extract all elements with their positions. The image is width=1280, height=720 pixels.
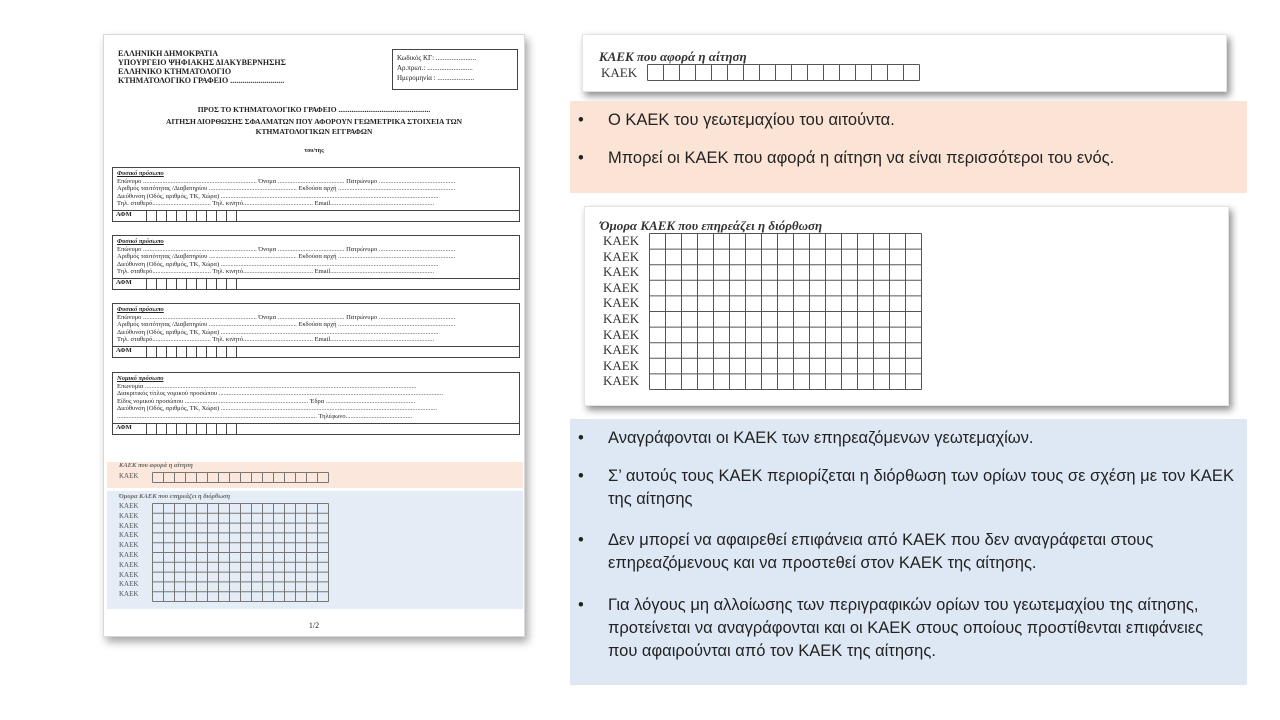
bullet-item: [570, 594, 1247, 663]
section-heading: Φυσικό πρόσωπο: [117, 238, 164, 245]
header-line: ΚΤΗΜΑΤΟΛΟΓΙΚΟ ΓΡΑΦΕΙΟ ...........................: [118, 76, 285, 85]
kaek-affected-grid[interactable]: [152, 503, 328, 603]
surname-field-line[interactable]: Επώνυμο ...................................................................... Όνομα ......................................... Πατρώνυμο ...............................................: [117, 177, 456, 185]
legal-person-box: [112, 372, 520, 435]
id-field-line[interactable]: Αριθμός ταυτότητας /Διαβατηρίου ...................................................... Εκδούσα αρχή ........................................................................: [117, 321, 456, 329]
natural-person-box-1: [112, 167, 520, 222]
form-subtitle: του/της: [304, 148, 324, 154]
kaek-row-label: ΚΑΕΚ: [603, 279, 640, 295]
phone-field-line[interactable]: Τηλ. σταθερό.................................... Τηλ. κινητό........................................... Email................................................................: [117, 336, 435, 344]
header-line: ΕΛΛΗΝΙΚΗ ΔΗΜΟΚΡΑΤΙΑ: [118, 49, 219, 58]
kaek-request-snippet: [582, 34, 1227, 92]
phone-field-line[interactable]: Τηλ. σταθερό.................................... Τηλ. κινητό........................................... Email................................................................: [117, 200, 435, 208]
kaek-affected-highlight: [107, 491, 523, 609]
kaek-row-label: ΚΑΕΚ: [119, 560, 139, 569]
address-field-line[interactable]: Διεύθυνση (Οδός, αριθμός, ΤΚ, Χώρα) ......................................................................................................................................: [117, 328, 439, 336]
bullet-item: [570, 529, 1247, 575]
kaek-row-label: ΚΑΕΚ: [119, 580, 139, 589]
section-heading: Νομικό πρόσωπο: [117, 375, 164, 382]
kaek-affected-title: Όμορα ΚΑΕΚ που επηρεάζει η διόρθωση: [119, 493, 231, 500]
bullet-item: [570, 109, 1247, 132]
code-line: Κωδικός ΚΓ: .......................: [397, 54, 477, 62]
address-field-line[interactable]: Διεύθυνση (Οδός, αριθμός, ΤΚ, Χώρα) ......................................................................................................................................: [117, 192, 439, 200]
application-form-page: [103, 34, 525, 637]
id-field-line[interactable]: Αριθμός ταυτότητας /Διαβατηρίου ...................................................... Εκδούσα αρχή ........................................................................: [117, 185, 456, 193]
bullet-icon: •: [578, 467, 584, 485]
bullet-text: Μπορεί οι ΚΑΕΚ που αφορά η αίτηση να είναι περισσότεροι του ενός.: [608, 149, 1115, 167]
afm-row[interactable]: [113, 210, 519, 221]
surname-field-line[interactable]: Επώνυμο ...................................................................... Όνομα ......................................... Πατρώνυμο ...............................................: [117, 313, 456, 321]
header-line: ΥΠΟΥΡΓΕΙΟ ΨΗΦΙΑΚΗΣ ΔΙΑΚΥΒΕΡΝΗΣΗΣ: [118, 58, 286, 67]
afm-row[interactable]: [113, 423, 519, 434]
kaek-row-label: ΚΑΕΚ: [603, 311, 640, 326]
section-heading: Φυσικό πρόσωπο: [117, 306, 164, 313]
kaek-row-label: ΚΑΕΚ: [119, 541, 139, 550]
form-title-line1: ΑΙΤΗΣΗ ΔΙΟΡΘΩΣΗΣ ΣΦΑΛΜΑΤΩΝ ΠΟΥ ΑΦΟΡΟΥΝ ΓΕΩΜΕΤΡΙΚΑ ΣΤΟΙΧΕΙΑ ΤΩΝ: [165, 117, 463, 126]
bullet-item: [570, 147, 1247, 170]
snippet-kaek-label: ΚΑΕΚ: [601, 65, 638, 80]
trade-name-field-line[interactable]: Διακριτικός τίτλος νομικού προσώπου ..........................................................................................................................................: [117, 390, 443, 398]
to-office-line: ΠΡΟΣ ΤΟ ΚΤΗΜΑΤΟΛΟΓΙΚΟ ΓΡΑΦΕΙΟ .................................................: [197, 105, 431, 114]
bullet-icon: •: [578, 149, 584, 167]
header-line: ΕΛΛΗΝΙΚΟ ΚΤΗΜΑΤΟΛΟΓΙΟ: [118, 67, 232, 76]
section-heading: Φυσικό πρόσωπο: [117, 170, 164, 177]
afm-label: ΑΦΜ: [113, 424, 147, 434]
snippet-title: Όμορα ΚΑΕΚ που επηρεάζει η διόρθωση: [600, 218, 823, 233]
afm-row[interactable]: [113, 346, 519, 357]
kaek-row-label: ΚΑΕΚ: [603, 342, 640, 358]
bullet-text: Σ’ αυτούς τους ΚΑΕΚ περιορίζεται η διόρθωση των ορίων τους σε σχέση με τον ΚΑΕΚ της αίτησης: [608, 467, 1234, 508]
form-title-line2: ΚΤΗΜΑΤΟΛΟΓΙΚΩΝ ΕΓΓΡΑΦΩΝ: [255, 127, 373, 136]
kaek-row-label: ΚΑΕΚ: [119, 521, 139, 530]
afm-label: ΑΦΜ: [113, 211, 147, 221]
kaek-affected-snippet: [584, 206, 1229, 406]
bullet-icon: •: [578, 111, 584, 129]
kaek-affected-snippet-grid[interactable]: [649, 233, 925, 390]
natural-person-box-2: [112, 235, 520, 290]
bullet-item: [570, 465, 1247, 511]
kaek-row-label: ΚΑΕΚ: [603, 248, 640, 264]
form-header: [118, 49, 286, 85]
kaek-row-label: ΚΑΕΚ: [119, 551, 139, 559]
kaek-row-label: ΚΑΕΚ: [603, 295, 640, 311]
kaek-request-title: ΚΑΕΚ που αφορά η αίτηση: [119, 462, 193, 469]
surname-field-line[interactable]: Επώνυμο ...................................................................... Όνομα ......................................... Πατρώνυμο ...............................................: [117, 245, 456, 253]
kaek-row-label: ΚΑΕΚ: [119, 590, 139, 599]
snippet-title: ΚΑΕΚ που αφορά η αίτηση: [599, 49, 747, 64]
bullet-text: Για λόγους μη αλλοίωσης των περιγραφικών ορίων του γεωτεμαχίου της αίτησης, προτείνεται να αναγράφονται και οι ΚΑΕΚ στους οποίους προστίθενται επιφάνειες που αφαιρούνται από τον ΚΑΕΚ της αίτησης.: [608, 596, 1204, 660]
kaek-row-label: ΚΑΕΚ: [603, 357, 640, 373]
bullet-text: Ο ΚΑΕΚ του γεωτεμαχίου του αιτούντα.: [608, 111, 895, 129]
kaek-request-explanation-panel: [570, 101, 1247, 193]
afm-label: ΑΦΜ: [113, 347, 147, 357]
company-name-field-line[interactable]: Επωνυμία .......................................................................................................................................................................: [117, 382, 417, 390]
kaek-row-label: ΚΑΕΚ: [119, 502, 139, 510]
phone-field-line[interactable]: Τηλ. σταθερό.................................... Τηλ. κινητό........................................... Email................................................................: [117, 268, 435, 276]
kaek-row-label: ΚΑΕΚ: [603, 373, 640, 389]
bullet-text: Αναγράφονται οι ΚΑΕΚ των επηρεαζόμενων γεωτεμαχίων.: [608, 429, 1034, 447]
bullet-icon: •: [578, 596, 584, 614]
kaek-request-grid[interactable]: [152, 472, 328, 483]
address-field-line[interactable]: Διεύθυνση (Οδός, αριθμός, ΤΚ, Χώρα) .....................................................................................................................................: [117, 405, 437, 413]
phone-field-line[interactable]: ........................................................................................................................... Τηλέφωνο.........................................: [117, 412, 413, 420]
kaek-row-label: ΚΑΕΚ: [119, 511, 139, 520]
code-line: Αρ.πρωτ.: ..........................: [397, 64, 473, 72]
kaek-row-label: ΚΑΕΚ: [603, 264, 640, 280]
bullet-icon: •: [578, 531, 584, 549]
natural-person-box-3: [112, 303, 520, 358]
kaek-row-label: ΚΑΕΚ: [603, 326, 640, 342]
bullet-text: Δεν μπορεί να αφαιρεθεί επιφάνεια από ΚΑΕΚ που δεν αναγράφεται στους επηρεαζόμενους και να προστεθεί στον ΚΑΕΚ της αίτησης.: [608, 531, 1154, 572]
page-number: 1/2: [308, 621, 320, 630]
registration-code-box: [392, 49, 518, 90]
afm-label: ΑΦΜ: [113, 279, 147, 289]
kaek-row-label: ΚΑΕΚ: [119, 531, 139, 540]
kaek-label: ΚΑΕΚ: [119, 472, 139, 480]
kaek-request-snippet-grid[interactable]: [647, 64, 922, 81]
bullet-icon: •: [578, 429, 584, 447]
id-field-line[interactable]: Αριθμός ταυτότητας /Διαβατηρίου ...................................................... Εκδούσα αρχή ........................................................................: [117, 253, 456, 261]
bullet-item: [570, 427, 1247, 450]
kaek-request-highlight: [107, 462, 523, 488]
afm-row[interactable]: [113, 278, 519, 289]
company-type-field-line[interactable]: Είδος νομικού προσώπου ............................................................................ Έδρα .......................................................: [117, 397, 416, 405]
kaek-row-label: ΚΑΕΚ: [603, 233, 640, 248]
address-field-line[interactable]: Διεύθυνση (Οδός, αριθμός, ΤΚ, Χώρα) ......................................................................................................................................: [117, 260, 439, 268]
kaek-affected-explanation-panel: [570, 419, 1247, 685]
code-line: Ημερομηνία : .....................: [397, 74, 475, 82]
kaek-row-label: ΚΑΕΚ: [119, 570, 139, 579]
